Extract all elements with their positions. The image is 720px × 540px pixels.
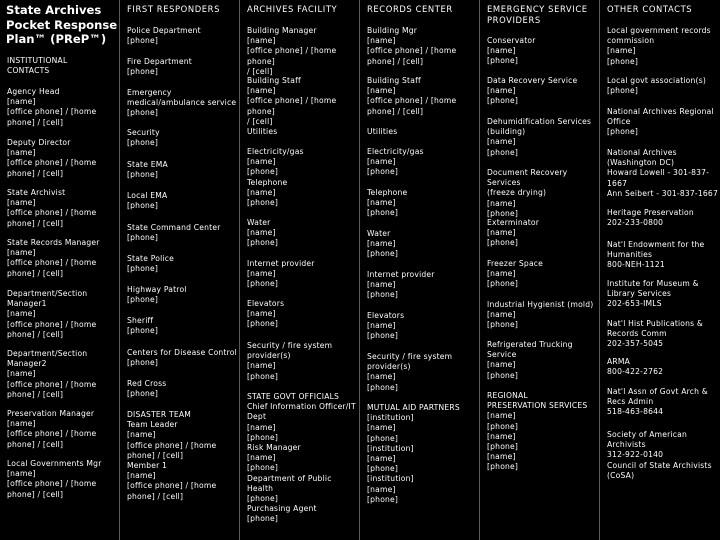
contact-entry: Water [name] [phone] bbox=[367, 229, 399, 259]
contact-entry: Freezer Space [name] [phone] bbox=[487, 259, 544, 289]
contact-entry: State Records Manager [name] [office phone] / [home phone] / [cell] bbox=[7, 238, 100, 278]
contact-entry: Local govt association(s) [phone] bbox=[607, 76, 707, 96]
contact-entry: Building Staff [name] [office phone] / [home phone] / [cell] bbox=[247, 76, 337, 126]
contact-entry: Society of American Archivists 312-922-0140 Council of State Archivists (CoSA) bbox=[607, 430, 712, 480]
contact-entry: Electricity/gas [name] [phone] Telephone [name] [phone] bbox=[247, 147, 304, 208]
section-heading: REGIONAL PRESERVATION SERVICES [name] [phone] [name] [phone] [name] [phone] bbox=[487, 391, 588, 472]
contact-entry: ARMA 800-422-2762 bbox=[607, 357, 664, 377]
contact-entry: Security [phone] bbox=[127, 128, 160, 148]
contact-entry: Department/Section Manager1 [name] [office phone] / [home phone] / [cell] bbox=[7, 289, 97, 339]
contact-entry: Police Department [phone] bbox=[127, 26, 201, 46]
contact-entry: Security / fire system provider(s) [name] [phone] bbox=[367, 352, 453, 392]
contact-entry: Internet provider [name] [phone] bbox=[367, 270, 435, 300]
contact-entry: State Command Center [phone] bbox=[127, 223, 221, 243]
contact-entry: DISASTER TEAM Team Leader [name] [office phone] / [home phone] / [cell] Member 1 [name] [office phone] / [home phone] / [cell] bbox=[127, 410, 217, 501]
contact-entry: Nat'l Assn of Govt Arch & Recs Admin 518-463-8644 bbox=[607, 387, 708, 417]
column-title: FIRST RESPONDERS bbox=[127, 4, 221, 14]
contact-entry: Elevators [name] [phone] bbox=[247, 299, 285, 329]
contact-entry: Institute for Museum & Library Services 202-653-IMLS bbox=[607, 279, 699, 309]
contact-entry: Building Mgr [name] [office phone] / [home phone] / [cell] bbox=[367, 26, 457, 66]
institutional-contacts-column bbox=[0, 0, 119, 540]
contact-entry: Emergency medical/ambulance service [phone] bbox=[127, 88, 237, 118]
other-contacts-column bbox=[600, 0, 720, 540]
contact-entry: Exterminator [name] [phone] bbox=[487, 218, 540, 248]
contact-entry: Centers for Disease Control [phone] bbox=[127, 348, 237, 368]
contact-entry: National Archives Regional Office [phone] bbox=[607, 107, 714, 137]
contact-entry: Data Recovery Service [name] [phone] bbox=[487, 76, 578, 106]
contact-entry: Heritage Preservation 202-233-0800 bbox=[607, 208, 694, 228]
records-center-column bbox=[360, 0, 479, 540]
column-title: RECORDS CENTER bbox=[367, 4, 453, 14]
contact-entry: Deputy Director [name] [office phone] / [home phone] / [cell] bbox=[7, 138, 97, 178]
section-heading: Utilities bbox=[247, 127, 278, 136]
emergency-service-providers-column bbox=[480, 0, 599, 540]
contact-entry: Red Cross [phone] bbox=[127, 379, 167, 399]
contact-entry: Fire Department [phone] bbox=[127, 57, 192, 77]
contact-entry: Internet provider [name] [phone] bbox=[247, 259, 315, 289]
section-heading: INSTITUTIONAL CONTACTS bbox=[7, 56, 68, 76]
section-heading: MUTUAL AID PARTNERS [institution] [name] [phone] [institution] [name] [phone] [institution] [name] [phone] bbox=[367, 403, 460, 504]
contact-entry: Elevators [name] [phone] bbox=[367, 311, 405, 341]
contact-entry: Highway Patrol [phone] bbox=[127, 285, 187, 305]
page-title: State Archives Pocket Response Plan™ (PReP™) bbox=[6, 3, 118, 46]
contact-entry: Refrigerated Trucking Service [name] [phone] bbox=[487, 340, 573, 380]
column-title: ARCHIVES FACILITY bbox=[247, 4, 338, 14]
contact-entry: State EMA [phone] bbox=[127, 160, 168, 180]
contact-entry: Local EMA [phone] bbox=[127, 191, 168, 211]
contact-entry: State Archivist [name] [office phone] / [home phone] / [cell] bbox=[7, 188, 97, 228]
first-responders-column bbox=[120, 0, 239, 540]
contact-entry: Conservator [name] [phone] bbox=[487, 36, 536, 66]
section-heading: Utilities bbox=[367, 127, 398, 136]
contact-entry: Telephone [name] [phone] bbox=[367, 188, 408, 218]
contact-entry: Document Recovery Services (freeze drying) [name] [phone] bbox=[487, 168, 568, 218]
contact-entry: State Police [phone] bbox=[127, 254, 174, 274]
contact-entry: Building Staff [name] [office phone] / [home phone] / [cell] bbox=[367, 76, 457, 116]
contact-entry: Preservation Manager [name] [office phone] / [home phone] / [cell] bbox=[7, 409, 97, 449]
contact-entry: Agency Head [name] [office phone] / [home phone] / [cell] bbox=[7, 87, 97, 127]
archives-facility-column bbox=[240, 0, 359, 540]
contact-entry: Local Governments Mgr [name] [office phone] / [home phone] / [cell] bbox=[7, 459, 102, 499]
contact-entry: Electricity/gas [name] [phone] bbox=[367, 147, 424, 177]
section-heading: STATE GOVT OFFICIALS Chief Information Officer/IT Dept [name] [phone] Risk Manager [name] [phone] Department of Public Health [phone] Purchasing Agent [phone] bbox=[247, 392, 356, 524]
contact-entry: Sheriff [phone] bbox=[127, 316, 159, 336]
contact-entry: Building Manager [name] [office phone] / [home phone] / [cell] bbox=[247, 26, 337, 76]
contact-entry: Dehumidification Services (building) [name] [phone] bbox=[487, 117, 592, 157]
column-title: EMERGENCY SERVICE PROVIDERS bbox=[487, 4, 588, 25]
contact-entry: Industrial Hygienist (mold) [name] [phone] bbox=[487, 300, 594, 330]
contact-entry: Nat'l Endowment for the Humanities 800-NEH-1121 bbox=[607, 240, 705, 270]
contact-entry: Water [name] [phone] bbox=[247, 218, 279, 248]
contact-entry: Local government records commission [name] [phone] bbox=[607, 26, 711, 66]
contact-entry: Department/Section Manager2 [name] [office phone] / [home phone] / [cell] bbox=[7, 349, 97, 399]
contact-entry: Nat'l Hist Publications & Records Comm 202-357-5045 bbox=[607, 319, 704, 349]
contact-entry: National Archives (Washington DC) Howard Lowell - 301-837- 1667 Ann Seibert - 301-837-1667 bbox=[607, 148, 718, 198]
column-title: OTHER CONTACTS bbox=[607, 4, 693, 14]
contact-entry: Security / fire system provider(s) [name] [phone] bbox=[247, 341, 333, 381]
